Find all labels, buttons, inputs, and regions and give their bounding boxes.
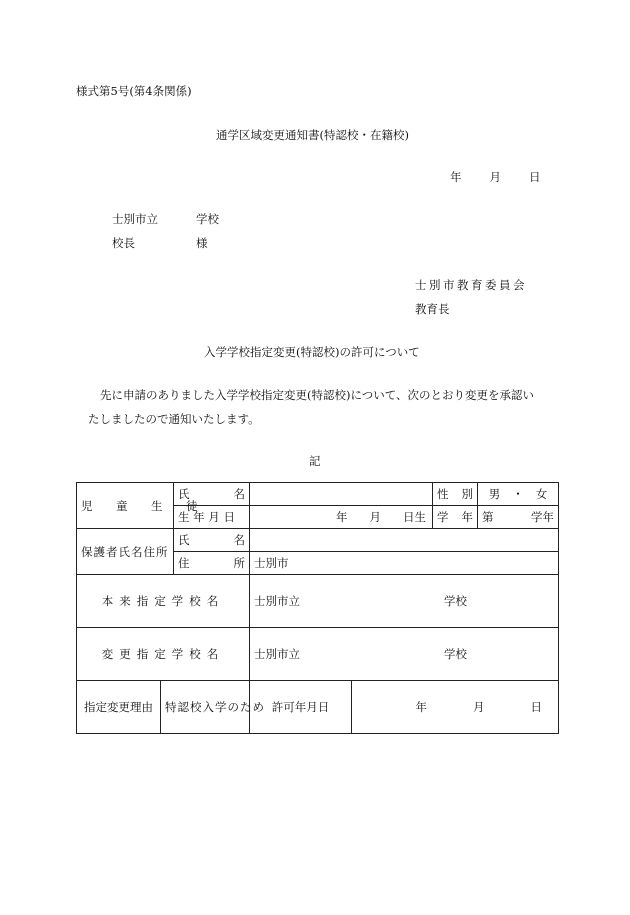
grade-label-1: 学 bbox=[437, 510, 449, 524]
child-label: 児 童 生 徒 bbox=[81, 498, 204, 513]
date-year-label: 年 bbox=[450, 170, 462, 184]
notification-table bbox=[76, 482, 559, 734]
child-name-label-1: 氏 bbox=[178, 487, 190, 501]
address-value[interactable]: 士別市 bbox=[250, 552, 559, 575]
date-month-label: 月 bbox=[489, 170, 501, 184]
original-school-city: 士別市立 bbox=[254, 594, 300, 608]
original-school-label: 本来指定学校名 bbox=[101, 594, 225, 608]
original-school-value[interactable] bbox=[250, 575, 559, 628]
guardian-name-value[interactable] bbox=[250, 529, 559, 552]
guardian-label-cell bbox=[77, 529, 174, 575]
addressee-school: 学校 bbox=[196, 212, 219, 226]
document-title: 通学区域変更通知書(特認校・在籍校) bbox=[216, 128, 409, 142]
birth-day: 日生 bbox=[403, 510, 426, 524]
sex-female: 女 bbox=[535, 487, 548, 501]
permit-date-value-cell[interactable] bbox=[352, 681, 559, 734]
permit-date-label: 許可年月日 bbox=[271, 700, 330, 714]
birth-value-cell[interactable] bbox=[250, 506, 433, 529]
changed-school-label: 変更指定学校名 bbox=[101, 647, 225, 661]
grade-label-2: 年 bbox=[461, 510, 473, 524]
subject: 入学学校指定変更(特認校)の許可について bbox=[204, 345, 420, 359]
birth-month: 月 bbox=[369, 510, 381, 524]
changed-school-value[interactable] bbox=[250, 628, 559, 681]
sex-value-cell[interactable] bbox=[478, 483, 559, 506]
child-name-label-2: 名 bbox=[233, 487, 245, 501]
addressee-principal: 校長 bbox=[112, 236, 135, 250]
sex-label-1: 性 bbox=[437, 487, 449, 501]
addressee-city: 士別市立 bbox=[112, 212, 158, 226]
body-line-2: たしましたので通知いたします。 bbox=[88, 412, 260, 426]
original-school-suffix: 学校 bbox=[444, 594, 467, 608]
sex-male: 男 bbox=[488, 487, 501, 501]
address-label-1: 住 bbox=[178, 556, 190, 570]
birth-label: 生 年 月 日 bbox=[178, 510, 235, 524]
changed-school-label-cell bbox=[77, 628, 250, 681]
birth-year: 年 bbox=[336, 510, 348, 524]
reason-value-cell[interactable] bbox=[161, 681, 265, 734]
grade-value-cell[interactable] bbox=[478, 506, 559, 529]
addressee-honorific: 様 bbox=[196, 236, 208, 250]
sender-org: 士別市教育委員会 bbox=[415, 278, 527, 292]
changed-school-city: 士別市立 bbox=[254, 647, 300, 661]
reason-value: 特認校入学のため bbox=[165, 700, 265, 714]
permit-month: 月 bbox=[473, 700, 485, 714]
sex-separator: ・ bbox=[512, 487, 524, 501]
guardian-label: 保護者氏名住所 bbox=[81, 544, 169, 559]
form-number: 様式第5号(第4条関係) bbox=[76, 84, 192, 98]
permit-day: 日 bbox=[530, 700, 542, 714]
date-line bbox=[450, 172, 541, 184]
body-line-1: 先に申請のありました入学学校指定変更(特認校)について、次のとおり変更を承認い bbox=[100, 388, 535, 402]
child-label-cell bbox=[77, 483, 204, 529]
guardian-name-label-2: 名 bbox=[233, 533, 245, 547]
address-label-cell bbox=[174, 552, 250, 575]
grade-suffix: 学年 bbox=[531, 510, 554, 524]
guardian-name-label-1: 氏 bbox=[178, 533, 190, 547]
ki-mark: 記 bbox=[309, 454, 321, 468]
permit-year: 年 bbox=[415, 700, 427, 714]
guardian-name-label-cell bbox=[174, 529, 250, 552]
child-name-value[interactable] bbox=[250, 483, 433, 506]
birth-label-cell bbox=[174, 506, 250, 529]
changed-school-suffix: 学校 bbox=[444, 647, 467, 661]
date-day-label: 日 bbox=[529, 170, 541, 184]
grade-prefix: 第 bbox=[482, 510, 494, 524]
sex-label-cell bbox=[433, 483, 478, 506]
sender-position: 教育長 bbox=[415, 302, 450, 316]
sex-label-2: 別 bbox=[461, 487, 473, 501]
grade-label-cell bbox=[433, 506, 478, 529]
original-school-label-cell bbox=[77, 575, 250, 628]
address-label-2: 所 bbox=[233, 556, 245, 570]
reason-label-cell bbox=[77, 681, 161, 734]
reason-label: 指定変更理由 bbox=[84, 700, 153, 714]
